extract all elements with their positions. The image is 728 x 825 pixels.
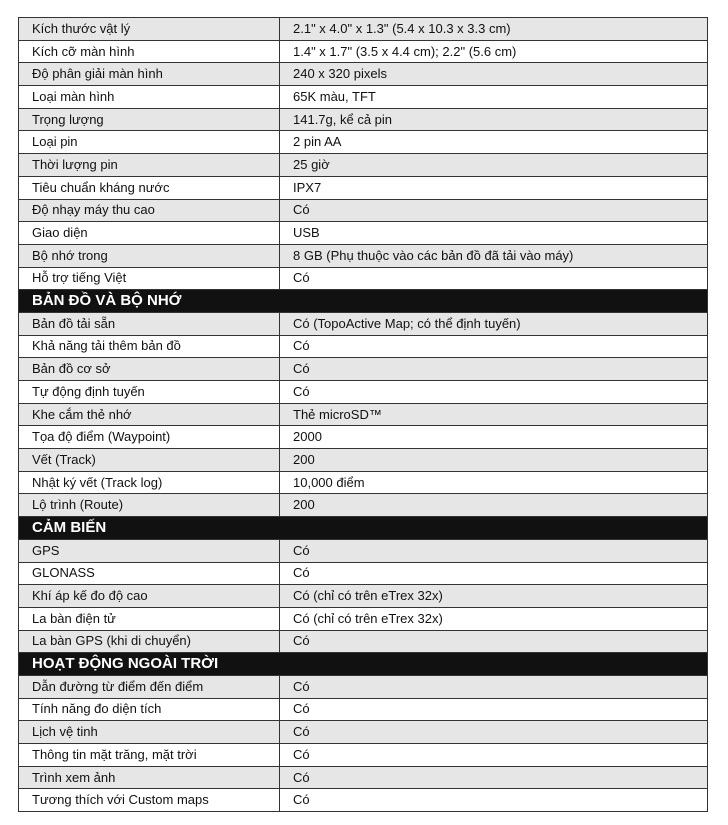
spec-table bbox=[18, 17, 708, 812]
spec-value: Có bbox=[280, 721, 708, 744]
spec-value: 10,000 điểm bbox=[280, 471, 708, 494]
spec-row bbox=[19, 131, 708, 154]
spec-row bbox=[19, 789, 708, 812]
spec-value: Có bbox=[280, 199, 708, 222]
spec-label: Lịch vệ tinh bbox=[19, 721, 280, 744]
spec-value: Có bbox=[280, 267, 708, 290]
spec-label: Tự động định tuyến bbox=[19, 381, 280, 404]
spec-value: Có bbox=[280, 744, 708, 767]
spec-row bbox=[19, 154, 708, 177]
spec-label: Khe cắm thẻ nhớ bbox=[19, 403, 280, 426]
spec-label: La bàn điện tử bbox=[19, 607, 280, 630]
spec-label: Dẫn đường từ điểm đến điểm bbox=[19, 675, 280, 698]
spec-label: Bộ nhớ trong bbox=[19, 244, 280, 267]
spec-label: Bản đồ tải sẵn bbox=[19, 312, 280, 335]
spec-row bbox=[19, 18, 708, 41]
spec-label: GLONASS bbox=[19, 562, 280, 585]
spec-row bbox=[19, 766, 708, 789]
spec-value: 2.1" x 4.0" x 1.3" (5.4 x 10.3 x 3.3 cm) bbox=[280, 18, 708, 41]
spec-row bbox=[19, 312, 708, 335]
spec-value: Có bbox=[280, 630, 708, 653]
spec-row bbox=[19, 403, 708, 426]
spec-value: 200 bbox=[280, 449, 708, 472]
spec-row bbox=[19, 222, 708, 245]
spec-value: Có bbox=[280, 381, 708, 404]
spec-label: Tính năng đo diện tích bbox=[19, 698, 280, 721]
section-title: CẢM BIẾN bbox=[19, 517, 708, 540]
spec-row bbox=[19, 108, 708, 131]
spec-row bbox=[19, 494, 708, 517]
spec-value: 200 bbox=[280, 494, 708, 517]
spec-value: Có bbox=[280, 335, 708, 358]
spec-value: Có bbox=[280, 562, 708, 585]
spec-row bbox=[19, 86, 708, 109]
spec-value: IPX7 bbox=[280, 176, 708, 199]
spec-value: 240 x 320 pixels bbox=[280, 63, 708, 86]
spec-row bbox=[19, 698, 708, 721]
spec-value: 141.7g, kể cả pin bbox=[280, 108, 708, 131]
spec-label: Loại pin bbox=[19, 131, 280, 154]
spec-value: Có (TopoActive Map; có thể định tuyến) bbox=[280, 312, 708, 335]
spec-label: Độ nhạy máy thu cao bbox=[19, 199, 280, 222]
spec-row bbox=[19, 381, 708, 404]
spec-row bbox=[19, 63, 708, 86]
spec-value: Có (chỉ có trên eTrex 32x) bbox=[280, 585, 708, 608]
spec-value: 65K màu, TFT bbox=[280, 86, 708, 109]
spec-label: Giao diện bbox=[19, 222, 280, 245]
spec-value: 1.4" x 1.7" (3.5 x 4.4 cm); 2.2" (5.6 cm) bbox=[280, 40, 708, 63]
spec-value: 8 GB (Phụ thuộc vào các bản đồ đã tải vào máy) bbox=[280, 244, 708, 267]
spec-row bbox=[19, 585, 708, 608]
spec-label: GPS bbox=[19, 539, 280, 562]
spec-value: Có bbox=[280, 698, 708, 721]
spec-row bbox=[19, 562, 708, 585]
spec-label: Nhật ký vết (Track log) bbox=[19, 471, 280, 494]
spec-row bbox=[19, 471, 708, 494]
spec-label: Trình xem ảnh bbox=[19, 766, 280, 789]
spec-label: Khí áp kế đo độ cao bbox=[19, 585, 280, 608]
spec-value: Có bbox=[280, 789, 708, 812]
spec-label: Vết (Track) bbox=[19, 449, 280, 472]
spec-value: USB bbox=[280, 222, 708, 245]
spec-row bbox=[19, 426, 708, 449]
spec-row bbox=[19, 335, 708, 358]
spec-value: Có bbox=[280, 358, 708, 381]
spec-row bbox=[19, 744, 708, 767]
spec-label: Độ phân giải màn hình bbox=[19, 63, 280, 86]
spec-row bbox=[19, 176, 708, 199]
spec-label: Tọa độ điểm (Waypoint) bbox=[19, 426, 280, 449]
spec-row bbox=[19, 539, 708, 562]
spec-row bbox=[19, 675, 708, 698]
section-header bbox=[19, 653, 708, 676]
spec-label: Lộ trình (Route) bbox=[19, 494, 280, 517]
spec-label: Trọng lượng bbox=[19, 108, 280, 131]
spec-value: 2 pin AA bbox=[280, 131, 708, 154]
spec-label: Tiêu chuẩn kháng nước bbox=[19, 176, 280, 199]
spec-value: Có (chỉ có trên eTrex 32x) bbox=[280, 607, 708, 630]
spec-value: Có bbox=[280, 675, 708, 698]
spec-row bbox=[19, 267, 708, 290]
spec-value: Thẻ microSD™ bbox=[280, 403, 708, 426]
section-title: HOẠT ĐỘNG NGOÀI TRỜI bbox=[19, 653, 708, 676]
spec-row bbox=[19, 449, 708, 472]
spec-row bbox=[19, 721, 708, 744]
spec-label: Thời lượng pin bbox=[19, 154, 280, 177]
spec-label: Thông tin mặt trăng, mặt trời bbox=[19, 744, 280, 767]
spec-row bbox=[19, 244, 708, 267]
section-header bbox=[19, 290, 708, 313]
spec-label: Kích cỡ màn hình bbox=[19, 40, 280, 63]
spec-label: Loại màn hình bbox=[19, 86, 280, 109]
spec-row bbox=[19, 40, 708, 63]
section-header bbox=[19, 517, 708, 540]
spec-label: Bản đồ cơ sở bbox=[19, 358, 280, 381]
spec-label: Kích thước vật lý bbox=[19, 18, 280, 41]
spec-row bbox=[19, 358, 708, 381]
spec-value: 25 giờ bbox=[280, 154, 708, 177]
spec-value: Có bbox=[280, 766, 708, 789]
spec-label: La bàn GPS (khi di chuyển) bbox=[19, 630, 280, 653]
spec-value: Có bbox=[280, 539, 708, 562]
spec-row bbox=[19, 607, 708, 630]
spec-label: Khả năng tải thêm bản đồ bbox=[19, 335, 280, 358]
spec-row bbox=[19, 199, 708, 222]
spec-row bbox=[19, 630, 708, 653]
spec-label: Hỗ trợ tiếng Việt bbox=[19, 267, 280, 290]
section-title: BẢN ĐỒ VÀ BỘ NHỚ bbox=[19, 290, 708, 313]
spec-table-body bbox=[19, 18, 708, 812]
spec-label: Tương thích với Custom maps bbox=[19, 789, 280, 812]
spec-value: 2000 bbox=[280, 426, 708, 449]
